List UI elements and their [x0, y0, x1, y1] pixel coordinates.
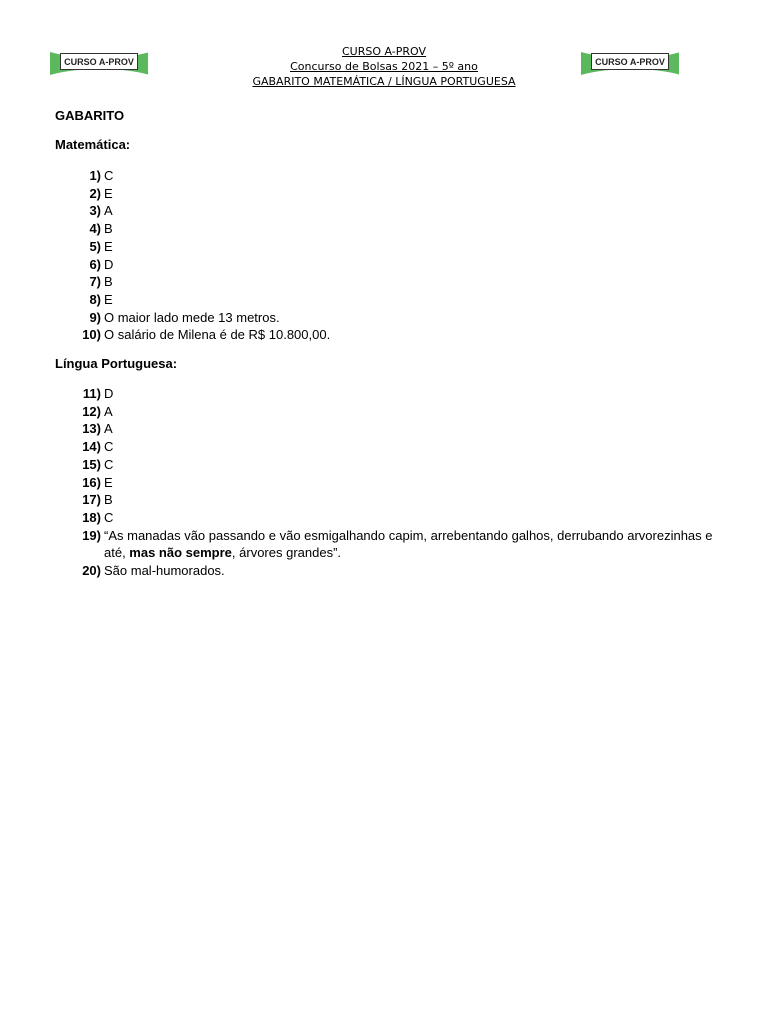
list-item: [55, 273, 715, 291]
answer: A: [104, 403, 113, 419]
answer: C: [104, 168, 114, 183]
answer: B: [104, 221, 113, 237]
list-item: [55, 403, 715, 421]
list-item: [55, 220, 715, 238]
list-item: [55, 491, 715, 509]
list-item: [55, 291, 715, 309]
list-item: [55, 527, 715, 562]
header-subject: GABARITO MATEMÁTICA / LÍNGUA PORTUGUESA: [252, 75, 516, 88]
answer: C: [104, 456, 114, 472]
question-number: 10): [82, 327, 101, 343]
answer: D: [104, 386, 114, 401]
question-number: 17): [82, 492, 101, 508]
question-number: 1): [89, 168, 101, 183]
question-number: 13): [82, 421, 101, 437]
list-item: [55, 509, 715, 527]
section-heading-matematica: Matemática:: [55, 137, 131, 152]
answer: E: [104, 238, 113, 254]
page-title: GABARITO: [55, 108, 125, 123]
list-item: [55, 202, 715, 220]
list-item: [55, 562, 715, 580]
answer: B: [104, 492, 113, 508]
answer: São mal-humorados.: [104, 563, 225, 579]
header-contest: Concurso de Bolsas 2021 – 5º ano: [290, 60, 478, 73]
question-number: 6): [89, 256, 101, 272]
logo-text: CURSO A-PROV: [60, 53, 138, 70]
logo-left: [50, 44, 148, 81]
answer: C: [104, 439, 114, 455]
list-item: [55, 474, 715, 492]
answer: D: [104, 256, 114, 272]
question-number: 15): [82, 456, 101, 472]
question-number: 9): [89, 309, 101, 325]
list-item: [55, 326, 715, 344]
answer: O maior lado mede 13 metros.: [104, 309, 280, 325]
list-item: [55, 438, 715, 456]
logo-right: [581, 44, 679, 81]
list-item: [55, 238, 715, 256]
answer-text-bold: mas não sempre: [129, 545, 232, 561]
question-number: 4): [89, 221, 101, 237]
answer-text-before: “As manadas vão passando e vão esmigalhando capim, arrebentando galhos, derrubando arvorezinhas e até,: [104, 527, 713, 561]
list-item: [55, 456, 715, 474]
document-header: [200, 44, 568, 89]
list-item: [55, 385, 715, 403]
question-number: 20): [82, 563, 101, 579]
question-number: 7): [89, 274, 101, 290]
question-number: 8): [89, 291, 101, 307]
question-number: 14): [82, 439, 101, 455]
answer: [101, 527, 715, 562]
list-item: [55, 420, 715, 438]
logo-text: CURSO A-PROV: [591, 53, 669, 70]
question-number: 19): [82, 527, 101, 543]
question-number: 11): [82, 386, 101, 401]
list-item: [55, 185, 715, 203]
answer-text-after: , árvores grandes”.: [231, 545, 342, 561]
answer: E: [104, 291, 113, 307]
header-course-name: CURSO A-PROV: [341, 45, 427, 58]
answer: O salário de Milena é de R$ 10.800,00.: [104, 327, 331, 343]
question-number: 18): [82, 509, 101, 525]
question-number: 3): [89, 203, 101, 219]
answer: E: [104, 474, 113, 490]
question-number: 5): [89, 238, 101, 254]
list-item: [55, 256, 715, 274]
answer: E: [104, 185, 113, 201]
question-number: 2): [89, 185, 101, 201]
answer: A: [104, 203, 113, 219]
question-number: 16): [82, 474, 101, 490]
list-item: [55, 309, 715, 327]
answer: C: [104, 509, 114, 525]
answer: A: [104, 421, 113, 437]
answer-list-portugues: [55, 385, 715, 580]
question-number: 12): [82, 403, 101, 419]
answer: B: [104, 274, 113, 290]
list-item: [55, 167, 715, 185]
answer-list-matematica: [55, 167, 715, 344]
section-heading-portugues: Língua Portuguesa:: [55, 356, 178, 371]
